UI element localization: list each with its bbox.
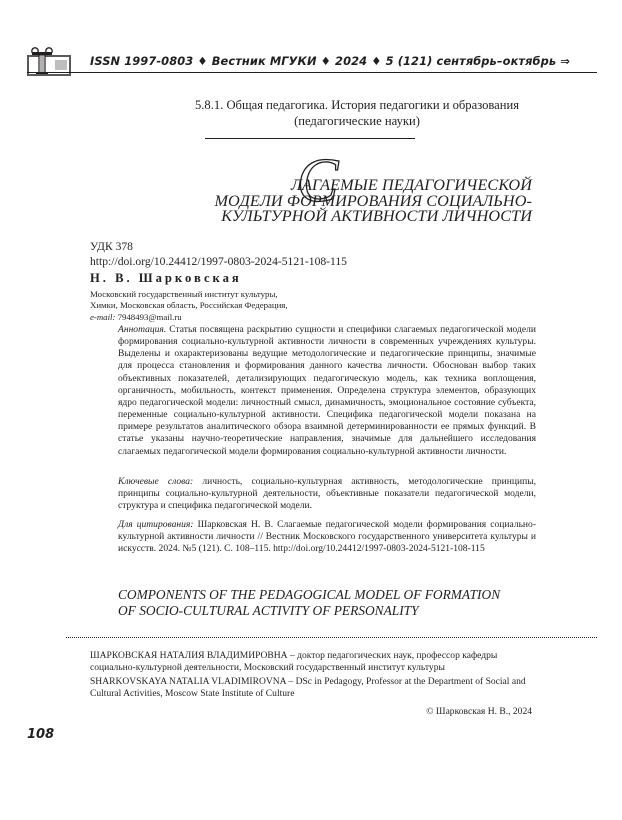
email-line [90,312,288,323]
author-bio-en [90,676,534,700]
author-name: Н. В. Шарковская [90,271,242,285]
separator: ♦ [197,54,208,68]
separator: ♦ [320,54,331,68]
article-title [202,178,532,225]
header-rule [27,72,597,73]
keywords [118,476,536,512]
title-line-2: МОДЕЛИ ФОРМИРОВАНИЯ СОЦИАЛЬНО- [214,191,532,210]
arrow-icon: ⇒ [560,54,570,68]
english-title-line-2: OF SOCIO-CULTURAL ACTIVITY OF PERSONALITY [118,603,419,619]
year: 2024 [335,54,368,68]
keywords-label: Ключевые слова: [118,476,194,487]
title-rule [205,138,415,139]
email-link[interactable]: 7948493@mail.ru [117,311,182,322]
bio-ru-text: – доктор педагогических наук, профессор кафедры социально-культурной деятельности, Московский государственный институт культуры [90,650,498,674]
journal-name: Вестник МГУКИ [211,54,317,68]
english-title-line-1: COMPONENTS OF THE PEDAGOGICAL MODEL OF FORMATION [118,587,501,602]
abstract-label: Аннотация. [118,324,167,335]
keywords-text: личность, социально-культурная активность, методологические принципы, принципы социально-культурной деятельности, объективные показатели педагогической модели, структура и специфика педагогической модели. [118,476,536,512]
email-label: e-mail: [90,311,116,322]
udk: УДК 378 [90,240,133,253]
title-initial: С [297,147,339,215]
dotted-divider [66,637,597,638]
bio-ru-name: ШАРКОВСКАЯ НАТАЛИЯ ВЛАДИМИРОВНА [90,650,288,661]
bio-en-name: SHARKOVSKAYA NATALIA VLADIMIROVNA [90,676,287,687]
rubric-line-2: (педагогические науки) [294,114,420,128]
page-number: 108 [27,727,55,742]
title-line-1: ЛАГАЕМЫЕ ПЕДАГОГИЧЕСКОЙ [290,176,532,194]
rubric [90,97,622,129]
rubric-line-1: 5.8.1. Общая педагогика. История педагогики и образования [194,98,520,112]
citation [118,519,536,555]
running-header [90,54,570,68]
abstract-text: Статья посвящена раскрытию сущности и специфики слагаемых педагогической модели формирования социально-культурной активности личности в современных учреждениях культуры. Выделены и охарактеризованы ведущие методологические и педагогические принципы, значимые для процесса становления и формирования данного качества личности. Обоснован выбор таких объективных показателей, детализирующих педагогическую модель, как техника воплощения, органичность, мобильность, контекст применения. Определена структура элементов, образующих ядро педагогической модели: личностный смысл, динамичность, эмоциональное состояние субъекта, переменные социально-культурной активности. Специфика педагогической модели показана на примере результатов аналитического обзора взаимной детерминированности ее прямых функций. В статье указаны научно-теоретические направления, значимые для дальнейшего исследования слагаемых педагогической модели формирования социально-культурной активности личности. [118,324,536,457]
affiliation-line-2: Химки, Московская область, Российская Федерация, [90,300,288,311]
affiliation [90,289,288,323]
udk-block [90,239,347,269]
bio-en-text: – DSc in Pedagogy, Professor at the Department of Social and Cultural Activities, Moscow State Institute of Culture [90,676,526,700]
english-title [118,587,500,619]
author-bio-ru [90,650,534,674]
citation-text: Шарковская Н. В. Слагаемые педагогической модели формирования социально-культурной активности личности // Вестник Московского государственного университета культуры и искусств. 2024. №5 (121). С. 108–115. http://doi.org/10.24412/1997-0803-2024-5121-108-115 [118,519,536,555]
citation-label: Для цитирования: [118,519,194,530]
abstract [118,324,536,458]
issn: ISSN 1997-0803 [90,54,194,68]
affiliation-line-1: Московский государственный институт культуры, [90,289,278,299]
doi-link[interactable]: http://doi.org/10.24412/1997-0803-2024-5121-108-115 [90,255,347,268]
title-line-3: КУЛЬТУРНОЙ АКТИВНОСТИ ЛИЧНОСТИ [221,207,532,225]
separator: ♦ [371,54,382,68]
copyright: © Шарковская Н. В., 2024 [426,706,532,717]
issue: 5 (121) сентябрь–октябрь [385,54,557,68]
